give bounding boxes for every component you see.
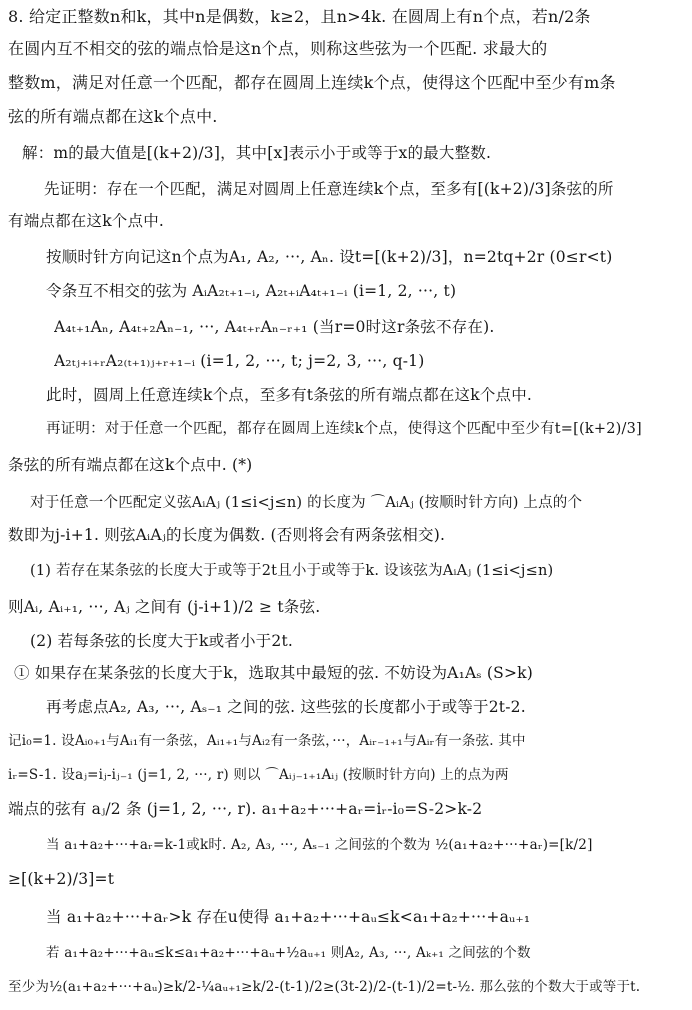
proof-part2-line-1: 再证明：对于任意一个匹配，都存在圆周上连续k个点，使得这个匹配中至少有t=[(k+2)/3]: [46, 421, 642, 437]
proof-part1-line-1: 先证明：存在一个匹配，满足对圆周上任意连续k个点，至多有[(k+2)/3]条弦的所: [44, 180, 614, 198]
case-equal-line-2: ≥[(k+2)/3]=t: [8, 870, 115, 888]
proof-part2-line-2: 条弦的所有端点都在这k个点中. (*): [8, 456, 253, 474]
case-1-line-2: 则Aᵢ, Aᵢ₊₁, ···, Aⱼ 之间有 (j-i+1)/2 ≥ t条弦.: [8, 598, 321, 616]
construction-line-2: 令条互不相交的弦为 AᵢA₂ₜ₊₁₋ᵢ, A₂ₜ₊ᵢA₄ₜ₊₁₋ᵢ (i=1, 2, ···, t): [46, 282, 457, 300]
problem-line-3: 整数m，满足对任意一个匹配，都存在圆周上连续k个点，使得这个匹配中至少有m条: [8, 73, 616, 92]
chain-line-2: iᵣ=S-1. 设aⱼ=iⱼ-iⱼ₋₁ (j=1, 2, ···, r) 则以 ⌒Aᵢⱼ₋₁₊₁Aᵢⱼ (按顺时针方向) 上的点为两: [8, 767, 509, 783]
case-2-sub-1-line-1: ① 如果存在某条弦的长度大于k，选取其中最短的弦. 不妨设为A₁Aₛ (S>k): [14, 664, 534, 682]
construction-line-4: A₂ₜⱼ₊ᵢ₊ᵣA₂₍ₜ₊₁₎ⱼ₊ᵣ₊₁₋ᵢ (i=1, 2, ···, t; j=2, 3, ···, q-1): [54, 352, 425, 370]
construction-conclusion: 此时，圆周上任意连续k个点，至多有t条弦的所有端点都在这k个点中.: [46, 386, 533, 404]
chain-line-1: 记i₀=1. 设Aᵢ₀₊₁与Aᵢ₁有一条弦，Aᵢ₁₊₁与Aᵢ₂有一条弦，···，Aᵢᵣ₋₁₊₁与Aᵢᵣ有一条弦. 其中: [8, 733, 526, 749]
case-2-sub-1-line-2: 再考虑点A₂, A₃, ···, Aₛ₋₁ 之间的弦. 这些弦的长度都小于或等于2t-2.: [46, 698, 526, 716]
problem-line-4: 弦的所有端点都在这k个点中.: [8, 107, 218, 126]
case-1-line-1: (1) 若存在某条弦的长度大于或等于2t且小于或等于k. 设该弦为AᵢAⱼ (1≤i<j≤n): [30, 563, 554, 579]
length-definition-line-2: 数即为j-i+1. 则弦AᵢAⱼ的长度为偶数. (否则将会有两条弦相交).: [8, 526, 446, 544]
chain-line-3: 端点的弦有 aⱼ/2 条 (j=1, 2, ···, r). a₁+a₂+···+aᵣ=iᵣ-i₀=S-2>k-2: [8, 800, 483, 818]
case-greater-line-3: 至少为½(a₁+a₂+···+aᵤ)≥k/2-¼aᵤ₊₁≥k/2-(t-1)/2≥(3t-2)/2-(t-1)/2=t-½. 那么弦的个数大于或等于t.: [8, 979, 641, 995]
case-equal-line-1: 当 a₁+a₂+···+aᵣ=k-1或k时. A₂, A₃, ···, Aₛ₋₁ 之间弦的个数为 ½(a₁+a₂+···+aᵣ)=[k/2]: [46, 837, 593, 853]
case-greater-line-2: 若 a₁+a₂+···+aᵤ≤k≤a₁+a₂+···+aᵤ+½aᵤ₊₁ 则A₂, A₃, ···, Aₖ₊₁ 之间弦的个数: [46, 945, 531, 961]
answer-line: 解：m的最大值是[(k+2)/3]，其中[x]表示小于或等于x的最大整数.: [22, 144, 492, 162]
case-2-heading: (2) 若每条弦的长度大于k或者小于2t.: [30, 632, 293, 650]
proof-part1-line-2: 有端点都在这k个点中.: [8, 212, 165, 230]
case-greater-line-1: 当 a₁+a₂+···+aᵣ>k 存在u使得 a₁+a₂+···+aᵤ≤k<a₁+a₂+···+aᵤ₊₁: [46, 908, 531, 926]
problem-line-2: 在圆内互不相交的弦的端点恰是这n个点，则称这些弦为一个匹配. 求最大的: [8, 39, 548, 58]
length-definition-line-1: 对于任意一个匹配定义弦AᵢAⱼ (1≤i<j≤n) 的长度为 ⌒AᵢAⱼ (按顺时针方向) 上点的个: [30, 495, 583, 511]
problem-line-1: 8. 给定正整数n和k，其中n是偶数，k≥2，且n>4k. 在圆周上有n个点，若n/2条: [8, 7, 591, 26]
construction-line-1: 按顺时针方向记这n个点为A₁, A₂, ···, Aₙ. 设t=[(k+2)/3]，n=2tq+2r (0≤r<t): [46, 248, 613, 266]
construction-line-3: A₄ₜ₊₁Aₙ, A₄ₜ₊₂Aₙ₋₁, ···, A₄ₜ₊ᵣAₙ₋ᵣ₊₁ (当r=0时这r条弦不存在).: [54, 318, 495, 336]
